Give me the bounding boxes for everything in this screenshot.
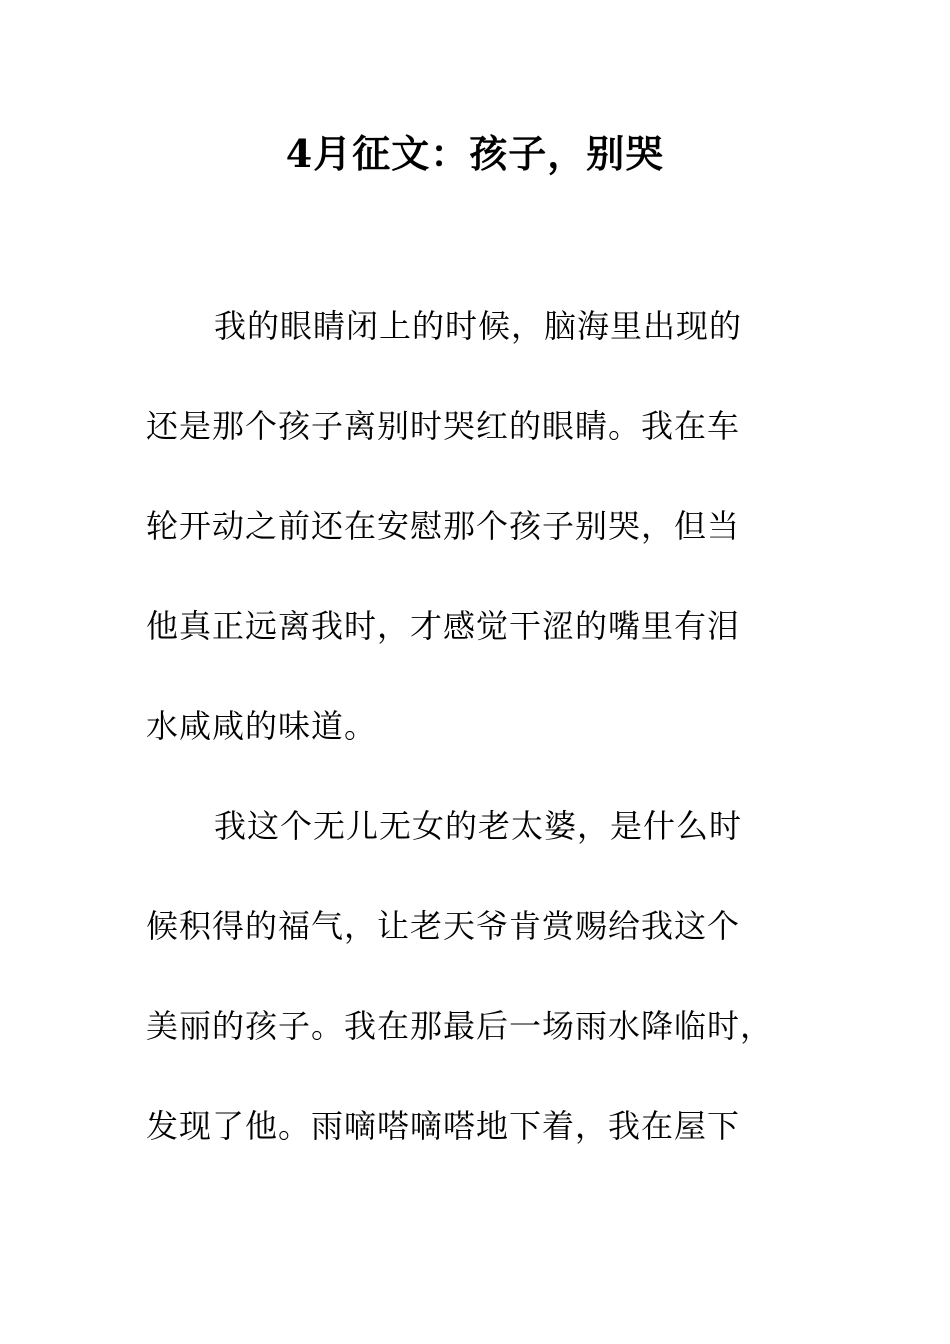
paragraph-line: 候积得的福气，让老天爷肯赏赐给我这个 — [146, 907, 741, 945]
paragraph-line: 水咸咸的味道。 — [146, 707, 378, 745]
paragraph-line: 美丽的孩子。我在那最后一场雨水降临时， — [146, 1007, 774, 1045]
paragraph-line: 他真正远离我时，才感觉干涩的嘴里有泪 — [146, 607, 741, 645]
document-title: 4月征文：孩子，别哭 — [285, 131, 665, 176]
paragraph-line: 我的眼睛闭上的时候，脑海里出现的 — [214, 307, 743, 345]
paragraph-line: 轮开动之前还在安慰那个孩子别哭，但当 — [146, 507, 741, 545]
paragraph-line: 还是那个孩子离别时哭红的眼睛。我在车 — [146, 407, 741, 445]
paragraph-line: 发现了他。雨嘀嗒嘀嗒地下着，我在屋下 — [146, 1107, 741, 1145]
paragraph-line: 我这个无儿无女的老太婆，是什么时 — [214, 807, 743, 845]
document-body — [146, 295, 806, 1195]
